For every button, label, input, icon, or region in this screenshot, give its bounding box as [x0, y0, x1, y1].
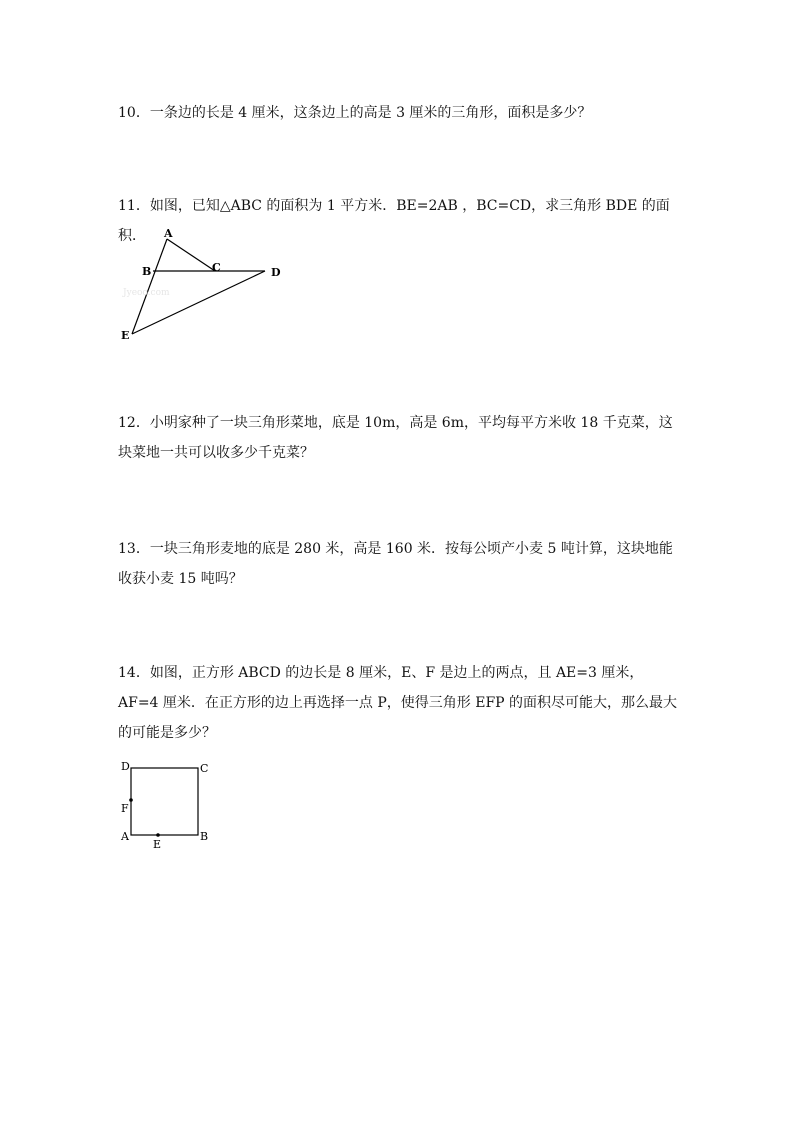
label-A: A [121, 830, 129, 843]
point-F [129, 798, 133, 802]
label-D: D [121, 760, 130, 773]
label-E: E [153, 838, 162, 851]
square-ABCD [131, 768, 198, 835]
question-10 [118, 98, 678, 128]
question-14 [118, 658, 678, 748]
question-13-text: 13．一块三角形麦地的底是 280 米，高是 160 米．按每公顷产小麦 5 吨计算，这块地能收获小麦 15 吨吗？ [118, 541, 673, 587]
label-E: E [121, 329, 130, 342]
label-F: F [121, 802, 129, 815]
label-B: B [142, 265, 152, 278]
square-figure [115, 758, 215, 853]
label-D: D [271, 266, 281, 279]
question-14-text: 14．如图，正方形 ABCD 的边长是 8 厘米，E、F 是边上的两点，且 AE=3 厘米，AF=4 厘米．在正方形的边上再选择一点 P，使得三角形 EFP 的面积尽可能大，那么最大的可能是多少？ [118, 665, 678, 741]
question-11-text: 11．如图，已知△ABC 的面积为 1 平方米．BE=2AB ，BC=CD，求三角形 BDE 的面积． [118, 198, 670, 244]
watermark: Jyeoo.com [123, 288, 170, 298]
label-A: A [164, 227, 173, 240]
label-C: C [212, 261, 221, 274]
point-E [156, 833, 160, 837]
question-13 [118, 534, 678, 594]
triangle-figure [115, 225, 290, 345]
label-B: B [200, 830, 209, 843]
line-AC [167, 239, 215, 271]
question-12 [118, 408, 678, 468]
question-12-text: 12．小明家种了一块三角形菜地，底是 10m，高是 6m，平均每平方米收 18 千克菜，这块菜地一共可以收多少千克菜？ [118, 415, 673, 461]
question-10-text: 10．一条边的长是 4 厘米，这条边上的高是 3 厘米的三角形，面积是多少？ [118, 105, 592, 121]
label-C: C [200, 762, 209, 775]
